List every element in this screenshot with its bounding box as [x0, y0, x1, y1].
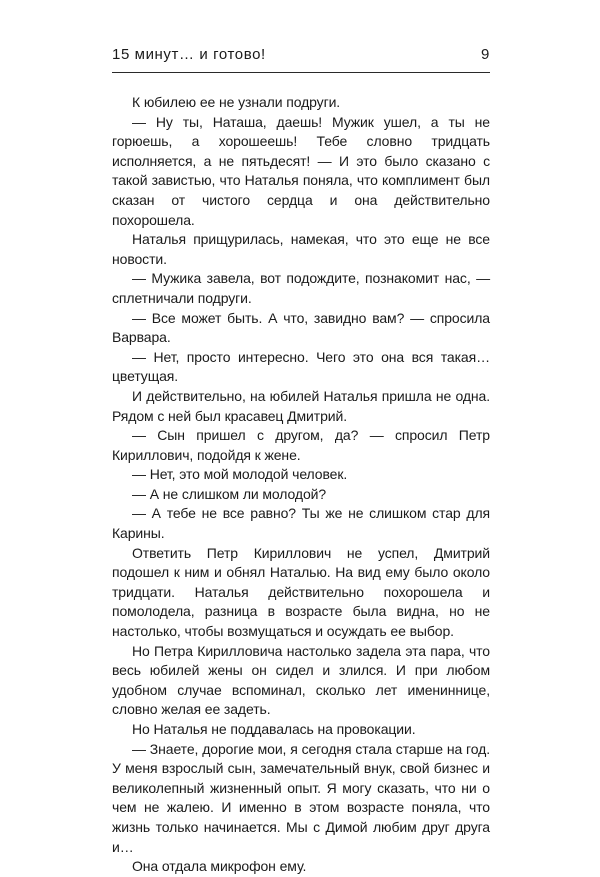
paragraph: И действительно, на юбилей Наталья пришла не одна. Рядом с ней был красавец Дмитрий.: [112, 387, 490, 424]
paragraph: — Мужика завела, вот подождите, познакомит нас, — сплетничали подруги.: [112, 270, 490, 306]
paragraph: — Знаете, дорогие мои, я сегодня стала старше на год. У меня взрослый сын, замечательный внук, свой бизнес и великолепный жизненный опыт. Я могу сказать, что ни о чем не жалею. И именно в этом возрасте поняла, что жизнь только начинается. Мы с Димой любим друг друга и…: [112, 740, 490, 855]
paragraph: — А тебе не все равно? Ты же не слишком стар для Карины.: [112, 505, 490, 542]
body-text: [112, 93, 490, 877]
paragraph: — Сын пришел с другом, да? — спросил Петр Кириллович, подойдя к жене.: [112, 427, 490, 463]
paragraph: — Все может быть. А что, завидно вам? — спросила Варвара.: [112, 309, 490, 346]
header-rule: [112, 72, 490, 73]
paragraph: — Нет, это мой молодой человек.: [132, 466, 348, 483]
running-head: [112, 46, 490, 63]
paragraph: К юбилею ее не узнали подруги.: [132, 94, 341, 110]
paragraph: Но Петра Кирилловича настолько задела эта пара, что весь юбилей жены он сидел и злился. И при любом удобном случае вспоминал, сколько лет имениннице, словно желая ее задеть.: [112, 642, 490, 718]
paragraph: Она отдала микрофон ему.: [132, 858, 307, 875]
paragraph: Ответить Петр Кириллович не успел, Дмитрий подошел к ним и обнял Наталью. На вид ему было около тридцати. Наталья действительно похорошела и помолодела, разница в возрасте была видна, но не настолько, чтобы возмущаться и осуждать ее выбор.: [112, 544, 490, 640]
book-title: 15 минут… и готово!: [112, 46, 266, 63]
paragraph: Но Наталья не поддавалась на провокации.: [132, 721, 416, 737]
paragraph: Наталья прищурилась, намекая, что это еще не все новости.: [112, 231, 490, 267]
paragraph: — Нет, просто интересно. Чего это она вся такая… цветущая.: [112, 348, 490, 385]
page-number: 9: [481, 46, 490, 63]
paragraph: — А не слишком ли молодой?: [132, 485, 327, 502]
paragraph: — Ну ты, Наташа, даешь! Мужик ушел, а ты не горюешь, а хорошеешь! Тебе словно тридцать исполняется, а не пятьдесят! — И это было сказано с такой завистью, что Наталья поняла, что комплимент был сказан от чистого сердца и она действительно похорошела.: [112, 113, 490, 228]
